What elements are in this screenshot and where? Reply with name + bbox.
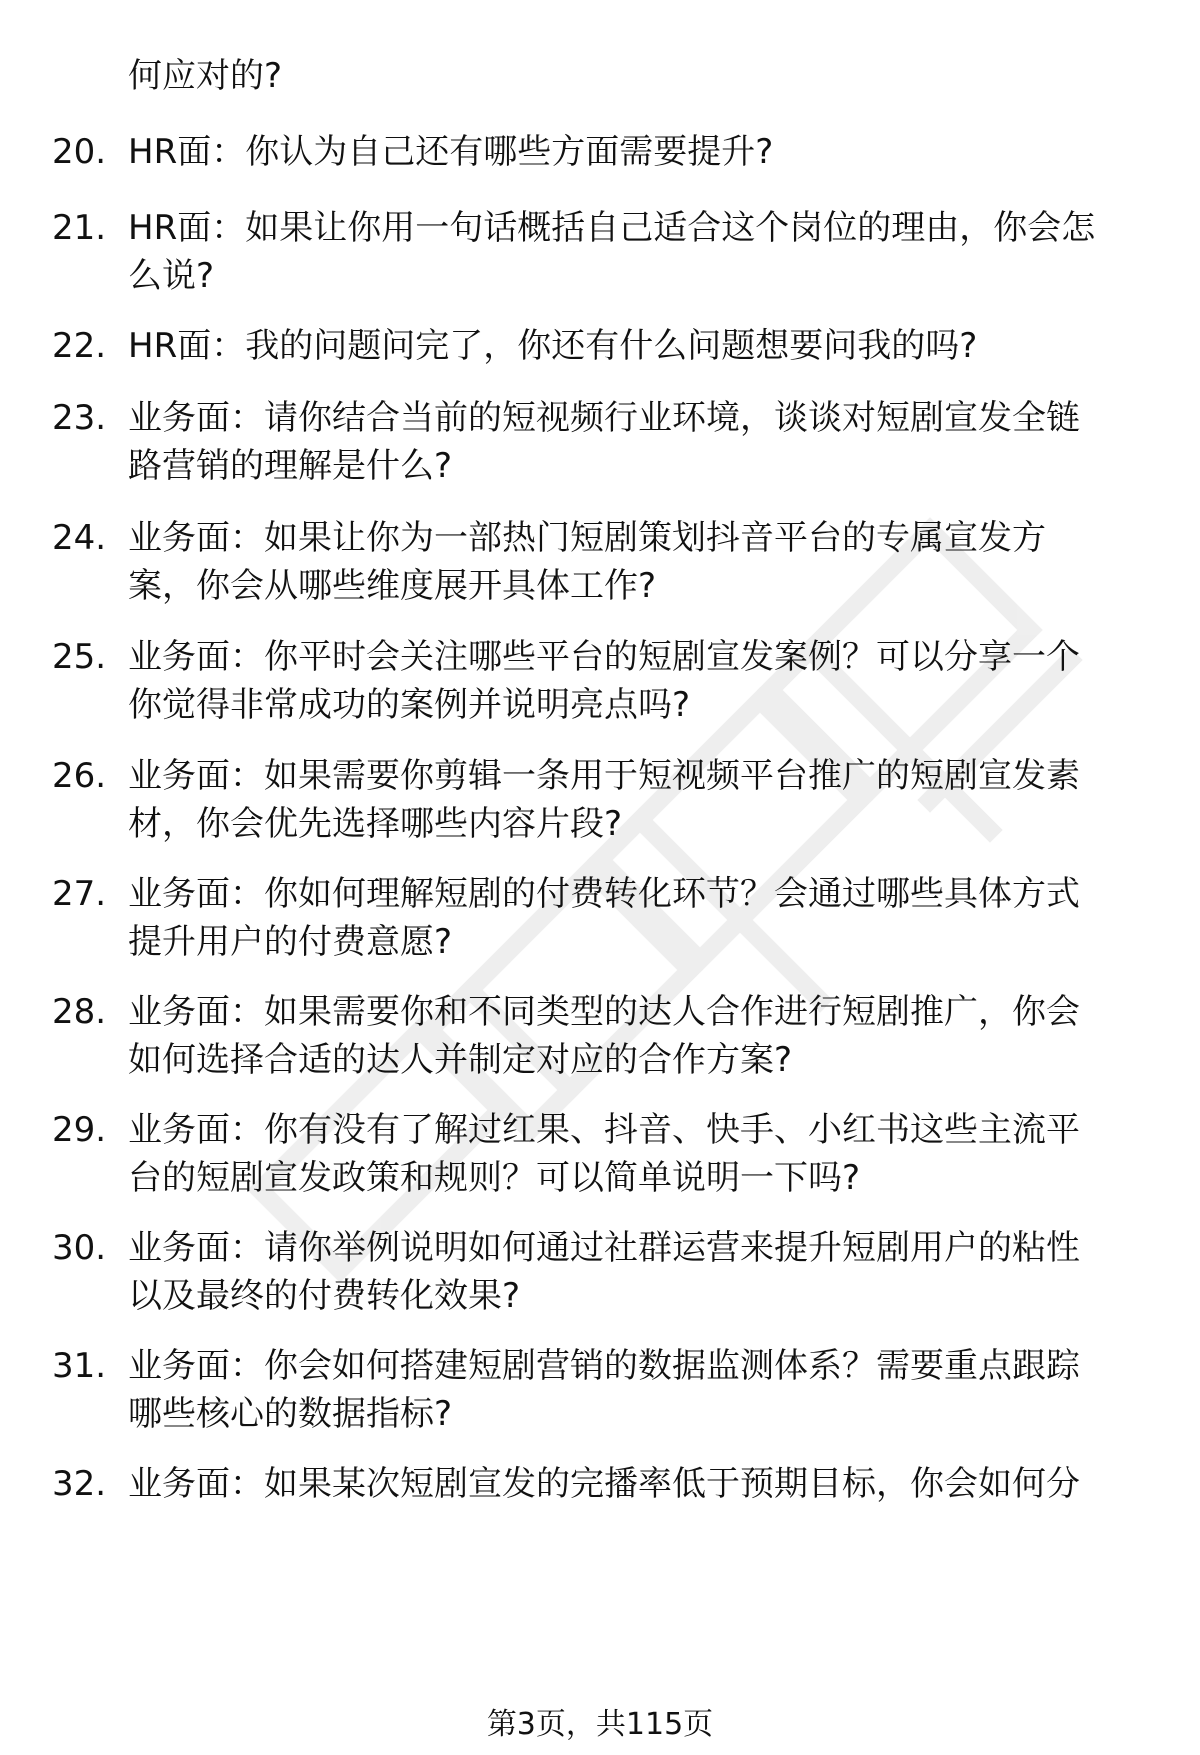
question-line: 业务面：你如何理解短剧的付费转化环节？会通过哪些具体方式 — [128, 874, 1080, 914]
question-number: 27. — [52, 874, 107, 914]
question-text — [128, 1224, 1158, 1320]
question-text — [128, 128, 1158, 176]
question-number: 21. — [52, 208, 107, 248]
question-line: 业务面：如果需要你和不同类型的达人合作进行短剧推广，你会 — [128, 992, 1080, 1032]
question-number: 30. — [52, 1228, 107, 1268]
question-line: 业务面：如果需要你剪辑一条用于短视频平台推广的短剧宣发素 — [128, 756, 1080, 796]
question-text — [128, 988, 1158, 1084]
question-text — [128, 204, 1158, 300]
question-number: 31. — [52, 1346, 107, 1386]
question-number: 24. — [52, 518, 107, 558]
question-line: HR面：我的问题问完了，你还有什么问题想要问我的吗? — [128, 326, 978, 366]
question-number: 23. — [52, 398, 107, 438]
question-text — [128, 870, 1158, 966]
question-line: 业务面：如果让你为一部热门短剧策划抖音平台的专属宣发方 — [128, 518, 1046, 558]
question-number: 29. — [52, 1110, 107, 1150]
question-line: 业务面：你会如何搭建短剧营销的数据监测体系？需要重点跟踪 — [128, 1346, 1080, 1386]
question-line: 么说? — [128, 256, 215, 296]
question-text — [128, 1106, 1158, 1202]
question-number: 25. — [52, 637, 107, 677]
question-line: 如何选择合适的达人并制定对应的合作方案? — [128, 1040, 793, 1080]
question-line: 你觉得非常成功的案例并说明亮点吗? — [128, 685, 691, 725]
question-line: 路营销的理解是什么? — [128, 446, 453, 486]
question-number: 28. — [52, 992, 107, 1032]
question-text — [128, 394, 1158, 490]
page-footer: 第3页，共115页 — [486, 1707, 714, 1742]
continued-question-text: 何应对的? — [128, 56, 283, 96]
question-text — [128, 514, 1158, 610]
question-line: 提升用户的付费意愿? — [128, 922, 453, 962]
question-text — [128, 322, 1158, 370]
question-text — [128, 752, 1158, 848]
question-line: 材，你会优先选择哪些内容片段? — [128, 804, 623, 844]
question-line: 业务面：如果某次短剧宣发的完播率低于预期目标，你会如何分 — [128, 1464, 1080, 1504]
question-line: 案，你会从哪些维度展开具体工作? — [128, 566, 657, 606]
question-line: 业务面：请你举例说明如何通过社群运营来提升短剧用户的粘性 — [128, 1228, 1080, 1268]
question-number: 32. — [52, 1464, 107, 1504]
question-text — [128, 633, 1158, 729]
question-line: 台的短剧宣发政策和规则？可以简单说明一下吗? — [128, 1158, 861, 1198]
question-number: 26. — [52, 756, 107, 796]
question-line: 以及最终的付费转化效果? — [128, 1276, 521, 1316]
question-text — [128, 1342, 1158, 1438]
question-line: 业务面：请你结合当前的短视频行业环境，谈谈对短剧宣发全链 — [128, 398, 1080, 438]
question-line: 哪些核心的数据指标? — [128, 1394, 453, 1434]
question-line: HR面：你认为自己还有哪些方面需要提升? — [128, 132, 774, 172]
question-number: 20. — [52, 132, 107, 172]
question-number: 22. — [52, 326, 107, 366]
question-line: 业务面：你有没有了解过红果、抖音、快手、小红书这些主流平 — [128, 1110, 1080, 1150]
question-line: 业务面：你平时会关注哪些平台的短剧宣发案例？可以分享一个 — [128, 637, 1080, 677]
question-line: HR面：如果让你用一句话概括自己适合这个岗位的理由，你会怎 — [128, 208, 1096, 248]
question-text — [128, 1460, 1158, 1508]
